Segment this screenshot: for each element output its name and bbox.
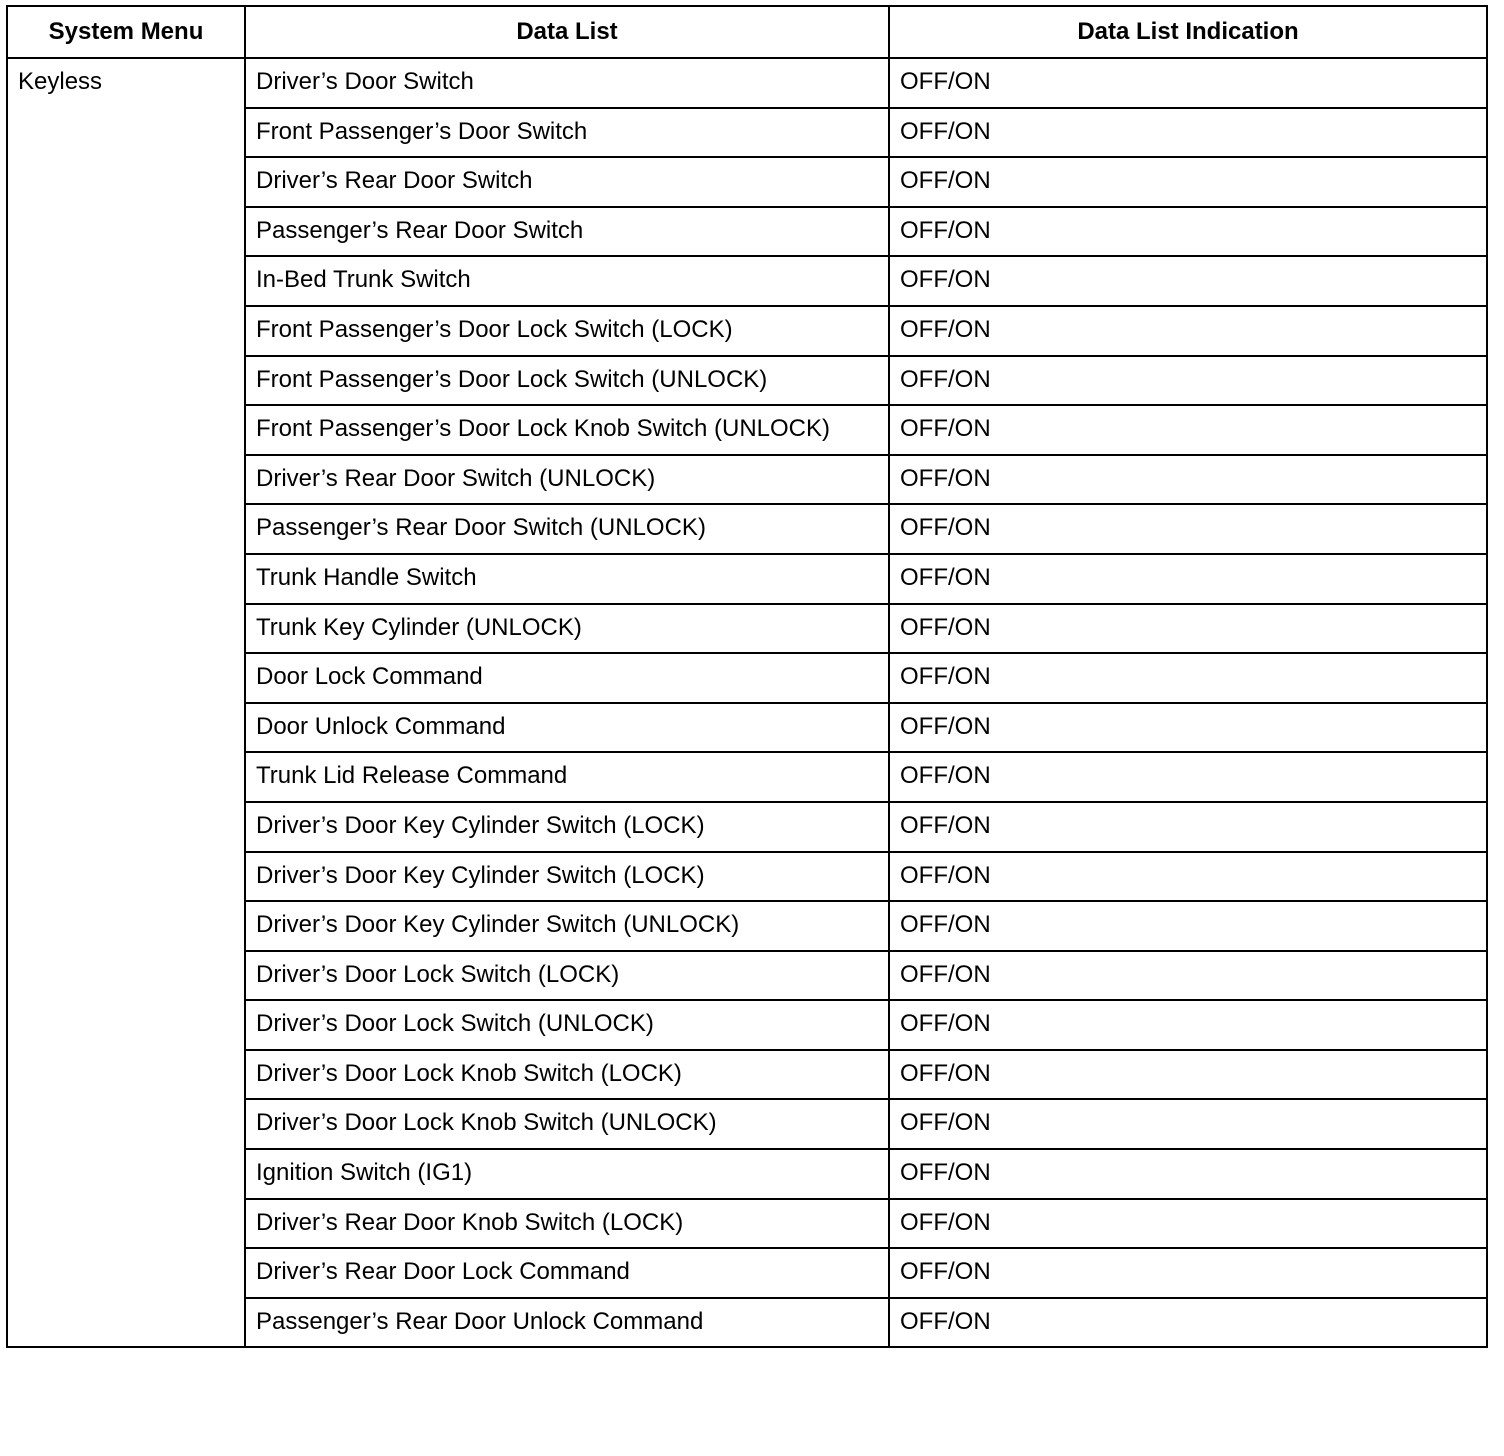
data-list-indication-cell: OFF/ON	[889, 157, 1487, 207]
data-list-item-cell: Passenger’s Rear Door Switch (UNLOCK)	[245, 504, 889, 554]
data-list-indication-cell: OFF/ON	[889, 703, 1487, 753]
data-list-indication-cell: OFF/ON	[889, 1298, 1487, 1348]
data-list-indication-cell: OFF/ON	[889, 356, 1487, 406]
data-list-item-cell: Front Passenger’s Door Lock Switch (UNLOCK)	[245, 356, 889, 406]
data-list-item-cell: Passenger’s Rear Door Switch	[245, 207, 889, 257]
data-list-item-cell: In-Bed Trunk Switch	[245, 256, 889, 306]
data-list-indication-cell: OFF/ON	[889, 58, 1487, 108]
data-list-indication-cell: OFF/ON	[889, 1199, 1487, 1249]
data-list-item-cell: Driver’s Rear Door Knob Switch (LOCK)	[245, 1199, 889, 1249]
data-list-indication-cell: OFF/ON	[889, 1000, 1487, 1050]
data-list-indication-cell: OFF/ON	[889, 207, 1487, 257]
data-list-indication-cell: OFF/ON	[889, 951, 1487, 1001]
data-list-item-cell: Driver’s Door Lock Switch (LOCK)	[245, 951, 889, 1001]
data-list-item-cell: Front Passenger’s Door Lock Knob Switch (UNLOCK)	[245, 405, 889, 455]
data-list-indication-cell: OFF/ON	[889, 802, 1487, 852]
data-list-item-cell: Door Lock Command	[245, 653, 889, 703]
data-list-item-cell: Driver’s Door Lock Switch (UNLOCK)	[245, 1000, 889, 1050]
data-list-indication-cell: OFF/ON	[889, 504, 1487, 554]
document-table-wrapper	[6, 5, 1488, 1348]
data-list-indication-cell: OFF/ON	[889, 1099, 1487, 1149]
data-list-indication-cell: OFF/ON	[889, 852, 1487, 902]
data-list-indication-cell: OFF/ON	[889, 901, 1487, 951]
data-list-indication-cell: OFF/ON	[889, 455, 1487, 505]
data-list-indication-cell: OFF/ON	[889, 108, 1487, 158]
data-list-item-cell: Driver’s Door Lock Knob Switch (LOCK)	[245, 1050, 889, 1100]
table-row	[7, 58, 1487, 108]
data-list-item-cell: Front Passenger’s Door Lock Switch (LOCK)	[245, 306, 889, 356]
table-header-row	[7, 6, 1487, 58]
data-list-item-cell: Driver’s Door Switch	[245, 58, 889, 108]
data-list-item-cell: Passenger’s Rear Door Unlock Command	[245, 1298, 889, 1348]
data-list-indication-cell: OFF/ON	[889, 752, 1487, 802]
data-list-item-cell: Trunk Key Cylinder (UNLOCK)	[245, 604, 889, 654]
data-list-table	[6, 5, 1488, 1348]
header-system-menu: System Menu	[7, 6, 245, 58]
system-menu-cell: Keyless	[7, 58, 245, 1347]
data-list-indication-cell: OFF/ON	[889, 554, 1487, 604]
data-list-item-cell: Ignition Switch (IG1)	[245, 1149, 889, 1199]
data-list-indication-cell: OFF/ON	[889, 405, 1487, 455]
data-list-indication-cell: OFF/ON	[889, 306, 1487, 356]
data-list-item-cell: Door Unlock Command	[245, 703, 889, 753]
header-data-list-indication: Data List Indication	[889, 6, 1487, 58]
data-list-indication-cell: OFF/ON	[889, 1050, 1487, 1100]
data-list-item-cell: Front Passenger’s Door Switch	[245, 108, 889, 158]
data-list-indication-cell: OFF/ON	[889, 604, 1487, 654]
data-list-item-cell: Driver’s Rear Door Switch (UNLOCK)	[245, 455, 889, 505]
data-list-item-cell: Driver’s Rear Door Switch	[245, 157, 889, 207]
data-list-item-cell: Trunk Handle Switch	[245, 554, 889, 604]
data-list-item-cell: Driver’s Door Key Cylinder Switch (UNLOCK)	[245, 901, 889, 951]
data-list-item-cell: Driver’s Rear Door Lock Command	[245, 1248, 889, 1298]
data-list-indication-cell: OFF/ON	[889, 1248, 1487, 1298]
data-list-indication-cell: OFF/ON	[889, 256, 1487, 306]
data-list-indication-cell: OFF/ON	[889, 1149, 1487, 1199]
data-list-item-cell: Driver’s Door Key Cylinder Switch (LOCK)	[245, 852, 889, 902]
data-list-item-cell: Driver’s Door Lock Knob Switch (UNLOCK)	[245, 1099, 889, 1149]
data-list-item-cell: Driver’s Door Key Cylinder Switch (LOCK)	[245, 802, 889, 852]
data-list-item-cell: Trunk Lid Release Command	[245, 752, 889, 802]
header-data-list: Data List	[245, 6, 889, 58]
table-body	[7, 58, 1487, 1347]
data-list-indication-cell: OFF/ON	[889, 653, 1487, 703]
